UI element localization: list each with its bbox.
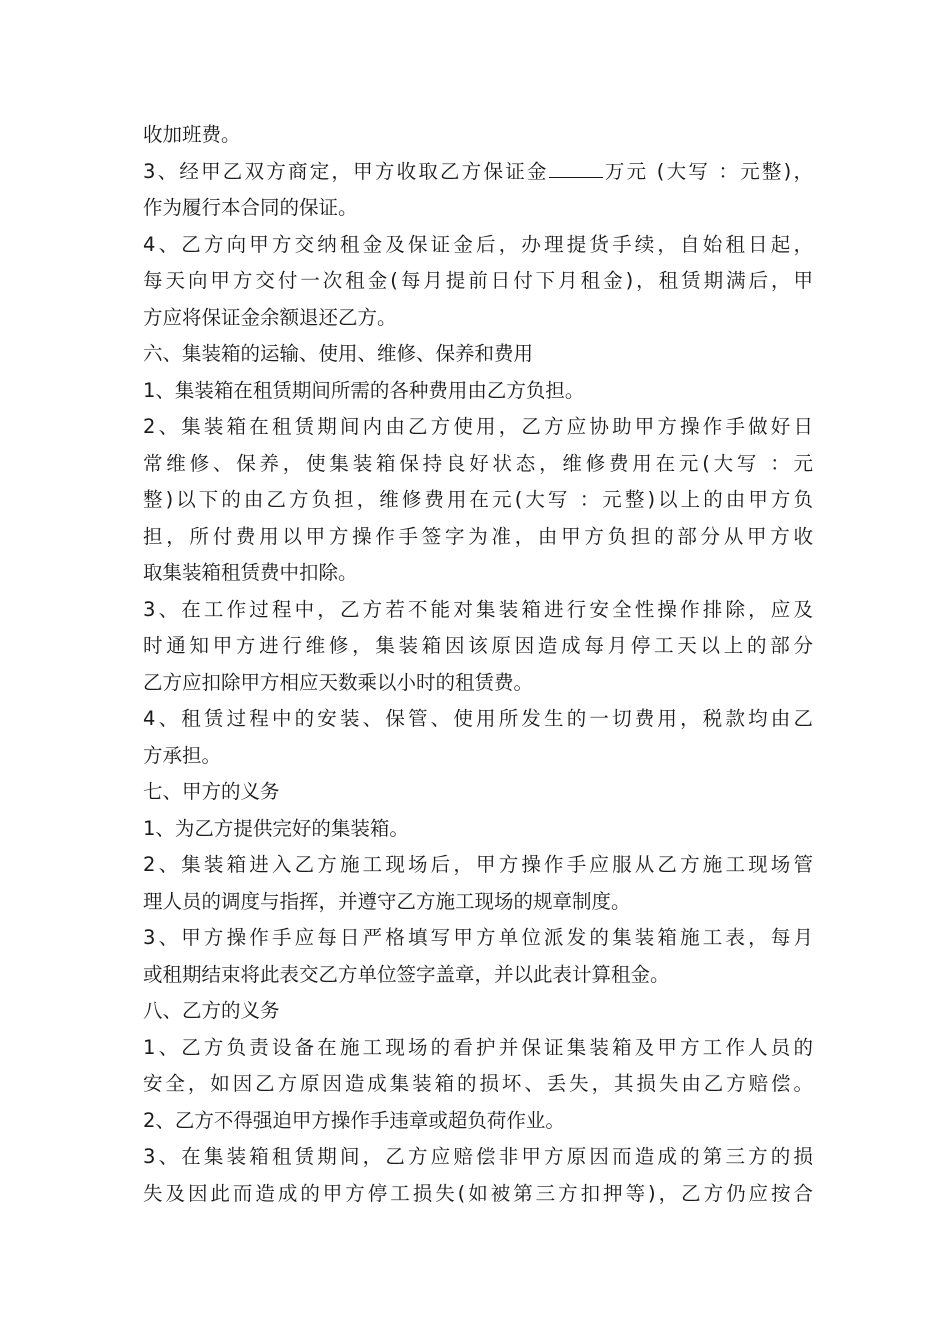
paragraph-line: 整)以下的由乙方负担，维修费用在元(大写 ：元整)以上的由甲方负 [143,488,813,511]
paragraph-line: 收加班费。 [143,123,241,146]
paragraph-line: 3、甲方操作手应每日严格填写甲方单位派发的集装箱施工表，每月 [143,926,813,949]
line-text: 3、经甲乙双方商定，甲方收取乙方保证金 [143,159,549,183]
paragraph-line: 失及因此而造成的甲方停工损失(如被第三方扣押等)，乙方仍应按合 [143,1181,813,1205]
paragraph-line: 方应将保证金余额退还乙方。 [143,305,397,329]
document-body [143,117,813,1212]
paragraph-line: 担，所付费用以甲方操作手签字为准，由甲方负担的部分从甲方收 [143,524,813,548]
paragraph-line: 2、集装箱进入乙方施工现场后，甲方操作手应服从乙方施工现场管 [143,853,813,876]
blank-underline [549,155,603,178]
line-text: 万元 (大写 ：元整)， [602,159,813,183]
paragraph-line: 2、乙方不得强迫甲方操作手违章或超负荷作业。 [143,1108,565,1132]
section-heading: 七、甲方的义务 [143,780,280,803]
paragraph-line: 3、在集装箱租赁期间，乙方应赔偿非甲方原因而造成的第三方的损 [143,1145,813,1168]
paragraph-line: 1、为乙方提供完好的集装箱。 [143,816,409,840]
paragraph-line-with-blank [143,154,813,191]
section-heading: 六、集装箱的运输、使用、维修、保养和费用 [143,342,534,365]
paragraph-line: 乙方应扣除甲方相应天数乘以小时的租赁费。 [143,670,534,694]
paragraph-line: 4、乙方向甲方交纳租金及保证金后，办理提货手续，自始租日起， [143,232,813,256]
paragraph-line: 4、租赁过程中的安装、保管、使用所发生的一切费用，税款均由乙 [143,707,813,730]
paragraph-line: 2、集装箱在租赁期间内由乙方使用，乙方应协助甲方操作手做好日 [143,415,813,438]
paragraph-line: 时通知甲方进行维修，集装箱因该原因造成每月停工天以上的部分 [143,634,813,657]
paragraph-line: 1、集装箱在租赁期间所需的各种费用由乙方负担。 [143,378,585,402]
paragraph-line: 常维修、保养，使集装箱保持良好状态，维修费用在元(大写 ：元 [143,451,813,475]
paragraph-line: 作为履行本合同的保证。 [143,196,358,219]
paragraph-line: 1、乙方负责设备在施工现场的看护并保证集装箱及甲方工作人员的 [143,1035,813,1059]
paragraph-line: 或租期结束将此表交乙方单位签字盖章，并以此表计算租金。 [143,962,670,986]
paragraph-line: 方承担。 [143,743,222,767]
section-heading: 八、乙方的义务 [143,999,280,1022]
paragraph-line: 安全，如因乙方原因造成集装箱的损坏、丢失，其损失由乙方赔偿。 [143,1072,813,1095]
paragraph-line: 3、在工作过程中，乙方若不能对集装箱进行安全性操作排除，应及 [143,597,813,621]
paragraph-line: 取集装箱租赁费中扣除。 [143,561,358,584]
paragraph-line: 理人员的调度与指挥，并遵守乙方施工现场的规章制度。 [143,889,631,913]
paragraph-line: 每天向甲方交付一次租金(每月提前日付下月租金)，租赁期满后，甲 [143,269,813,292]
